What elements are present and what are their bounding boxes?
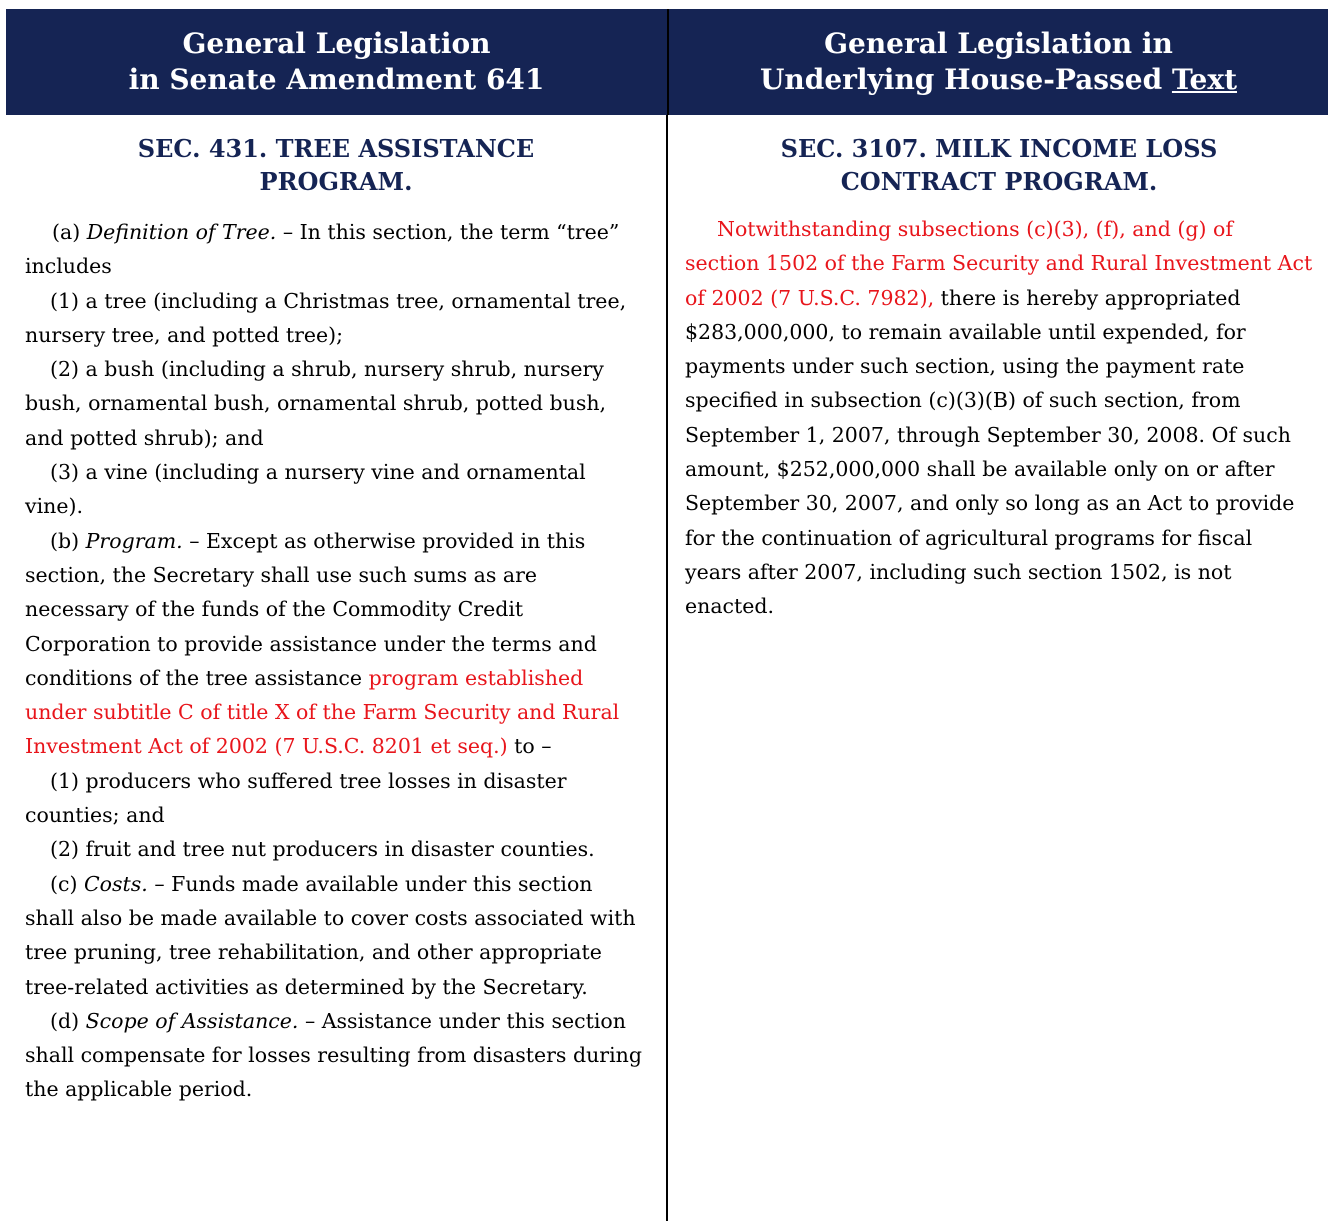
paragraph-c-label: (c) <box>50 871 84 896</box>
header-right-line2 <box>760 62 1237 98</box>
header-right-prefix: Underlying House-Passed <box>759 63 1172 96</box>
section-431-title-line2: PROGRAM. <box>259 167 413 196</box>
paragraph-b-highlight: program established under subtitle C of title X of the Farm Security and Rural Investment Act of 2002 (7 U.S.C. 8201 et seq.) <box>25 665 620 759</box>
table-header <box>6 9 1328 115</box>
header-house-text <box>669 9 1328 115</box>
paragraph-c <box>25 867 647 1004</box>
paragraph-d-heading: Scope of Assistance. <box>85 1008 299 1033</box>
header-left-line2: in Senate Amendment 641 <box>128 63 545 96</box>
paragraph-a2: (2) a bush (including a shrub, nursery shrub, nursery bush, ornamental bush, ornamental shrub, potted bush, and potted shrub); and <box>25 357 607 450</box>
section-431-title-line1: SEC. 431. TREE ASSISTANCE <box>137 134 535 163</box>
column-divider <box>666 115 668 1221</box>
paragraph-milk-text: there is hereby appropriated $283,000,000, to remain available until expended, for payments under such section, using the payment rate specified in subsection (c)(3)(B) of such section, from September 1, 2007, through September 30, 2008. Of such amount, $252,000,000 shall be available only on or after September 30, 2007, and only so long as an Act to provide for the continuation of agricultural programs for fiscal years after 2007, including such section 1502, is not enacted. <box>685 285 1295 619</box>
senate-column <box>25 115 647 1107</box>
paragraph-a1: (1) a tree (including a Christmas tree, ornamental tree, nursery tree, and potted tree); <box>25 288 627 347</box>
section-3107-title-line1: SEC. 3107. MILK INCOME LOSS <box>780 134 1218 163</box>
paragraph-c-heading: Costs. <box>84 871 148 896</box>
section-3107-title <box>685 132 1313 198</box>
paragraph-b <box>25 524 647 764</box>
paragraph-b-heading: Program. <box>85 528 183 553</box>
paragraph-milk <box>685 212 1313 624</box>
section-431-title <box>25 132 647 198</box>
section-3107-body <box>685 212 1313 624</box>
section-431-body <box>25 215 647 1107</box>
header-right-line1: General Legislation in <box>824 27 1173 60</box>
paragraph-a3: (3) a vine (including a nursery vine and ornamental vine). <box>25 460 586 519</box>
paragraph-b2: (2) fruit and tree nut producers in disaster counties. <box>50 837 595 862</box>
paragraph-a-heading: Definition of Tree. <box>86 220 277 244</box>
paragraph-b-tail: to – <box>507 734 552 759</box>
header-text-link[interactable]: Text <box>1171 63 1238 96</box>
paragraph-b1: (1) producers who suffered tree losses in disaster counties; and <box>25 768 567 828</box>
header-senate-amendment <box>6 9 667 115</box>
paragraph-b-text: – Except as otherwise provided in this section, the Secretary shall use such sums as are necessary of the funds of the Commodity Credit Corporation to provide assistance under the terms and conditions of the tree assistance <box>25 528 597 690</box>
comparison-table <box>6 9 1328 1221</box>
paragraph-a-text: – In this section, the term “tree” includes <box>25 220 620 279</box>
section-3107-title-line2: CONTRACT PROGRAM. <box>840 167 1158 196</box>
paragraph-milk-highlight: Notwithstanding subsections (c)(3), (f), and (g) of section 1502 of the Farm Security and Rural Investment Act of 2002 (7 U.S.C. 7982), <box>685 217 1313 310</box>
paragraph-a-label: (a) <box>52 220 87 244</box>
house-column <box>685 115 1313 624</box>
paragraph-d <box>25 1004 647 1107</box>
paragraph-b-label: (b) <box>50 528 86 553</box>
header-left-line1: General Legislation <box>182 27 491 60</box>
paragraph-d-label: (d) <box>50 1008 86 1033</box>
paragraph-d-text: – Assistance under this section shall compensate for losses resulting from disasters during the applicable period. <box>25 1008 642 1102</box>
paragraph-c-text: – Funds made available under this section shall also be made available to cover costs associated with tree pruning, tree rehabilitation, and other appropriate tree-related activities as determined by the Secretary. <box>25 871 636 999</box>
paragraph-a <box>25 215 647 284</box>
